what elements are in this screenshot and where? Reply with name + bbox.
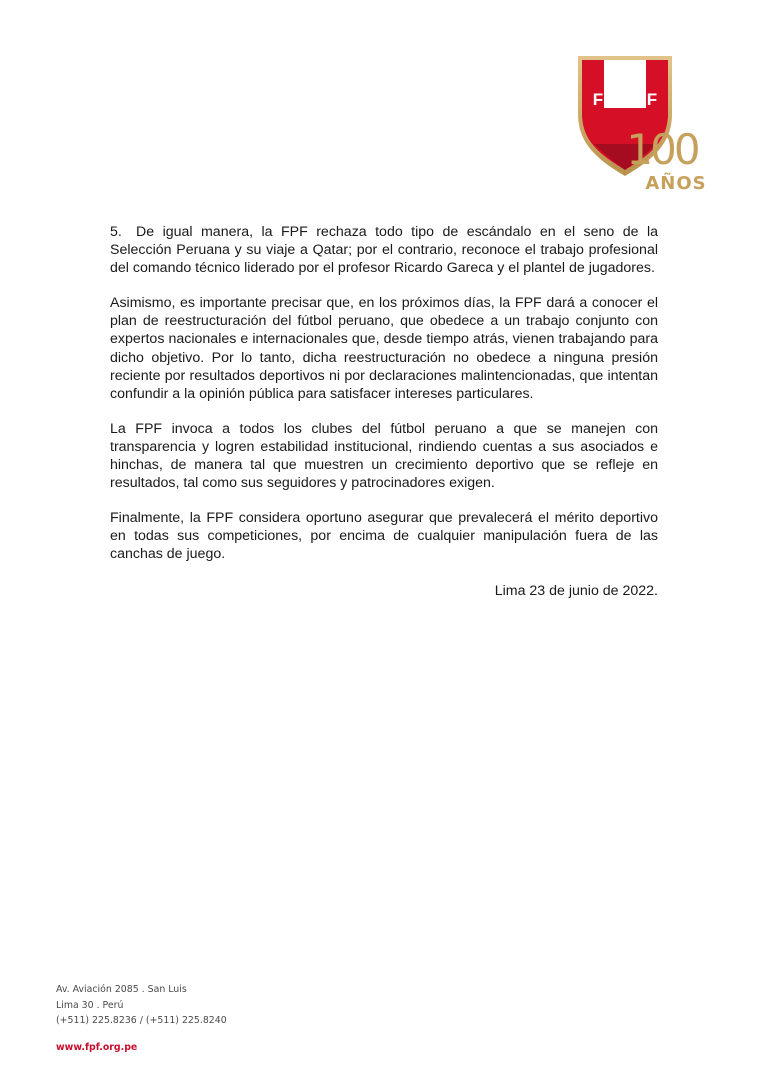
footer-address-line2: Lima 30 . Perú xyxy=(56,999,124,1011)
logo-years-label: AÑOS xyxy=(645,173,707,194)
paragraph-5 xyxy=(110,223,658,277)
paragraph-number: 5. xyxy=(110,224,122,240)
statement-body xyxy=(110,223,658,581)
footer-address-line1: Av. Aviación 2085 . San Luis xyxy=(56,984,187,995)
logo-years: 100 xyxy=(626,125,698,174)
date-signature: Lima 23 de junio de 2022. xyxy=(494,583,658,599)
logo-letter-p: P xyxy=(619,90,631,109)
logo-letter-f1: F xyxy=(592,90,604,109)
logo-letter-f2: F xyxy=(646,90,658,109)
paragraph-restructuring: Asimismo, es importante precisar que, en los próximos días, la FPF dará a conocer el plan de reestructuración del fútbol peruano, que obedece a un trabajo conjunto con expertos nacionales e internacionales que, desde tiempo atrás, vienen trabajando para dicho objetivo. Por lo tanto, dicha reestructuración no obedece a ninguna presión reciente por resultados deportivos ni por declaraciones malintencionadas, que intentan confundir a la opinión pública para satisfacer intereses particulares. xyxy=(110,295,658,402)
paragraph-closing: Finalmente, la FPF considera oportuno asegurar que prevalecerá el mérito deportivo en todas sus competiciones, por encima de cualquier manipulación fuera de las canchas de juego. xyxy=(110,510,658,563)
footer-website-link[interactable]: www.fpf.org.pe xyxy=(56,1041,138,1053)
fpf-100-anos-logo xyxy=(574,52,714,194)
paragraph-text: De igual manera, la FPF rechaza todo tipo de escándalo en el seno de la Selección Peruana y su viaje a Qatar; por el contrario, reconoce el trabajo profesional del comando técnico liderado por el profesor Ricardo Gareca y el plantel de jugadores. xyxy=(110,224,658,277)
paragraph-clubs: La FPF invoca a todos los clubes del fútbol peruano a que se manejen con transparencia y logren estabilidad institucional, rindiendo cuentas a sus asociados e hinchas, de manera tal que muestren un crecimiento deportivo que se refleje en resultados, tal como sus seguidores y patrocinadores exigen. xyxy=(110,420,658,492)
footer-phones: (+511) 225.8236 / (+511) 225.8240 xyxy=(56,1015,227,1026)
footer-contact xyxy=(56,982,227,1055)
